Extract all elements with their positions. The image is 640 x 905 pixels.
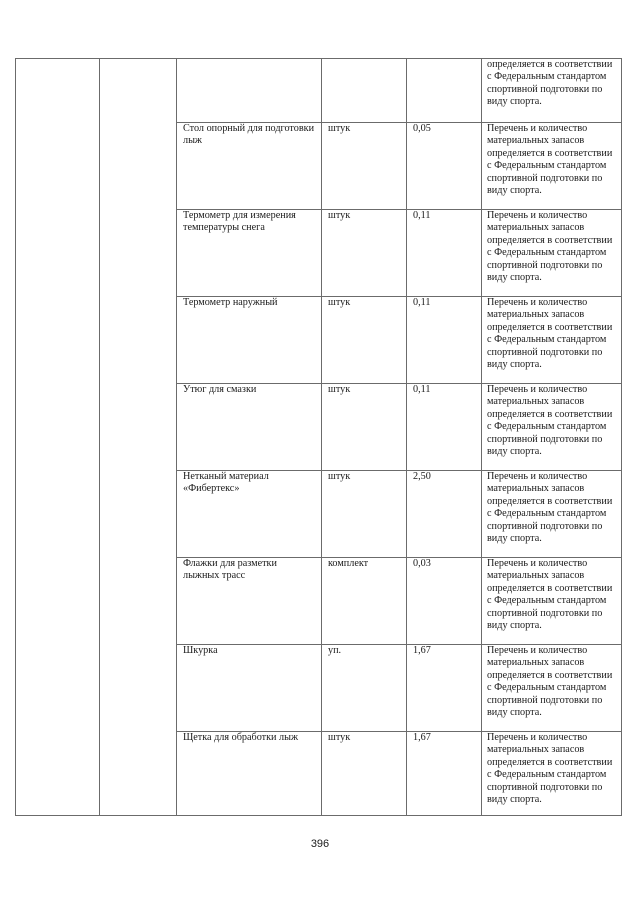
- item-name: Стол опорный для подготовки лыж: [177, 123, 322, 210]
- item-unit: штук: [322, 732, 407, 816]
- item-unit: штук: [322, 123, 407, 210]
- item-quantity: 0,11: [407, 384, 482, 471]
- note-cell: Перечень и количество материальных запасов определяется в соответствии с Федеральным стандартом спортивной подготовки по виду спорта.: [482, 384, 622, 471]
- item-quantity: 1,67: [407, 732, 482, 816]
- note-cell: Перечень и количество материальных запасов определяется в соответствии с Федеральным стандартом спортивной подготовки по виду спорта.: [482, 558, 622, 645]
- item-unit: штук: [322, 210, 407, 297]
- item-name: Нетканый материал «Фибертекс»: [177, 471, 322, 558]
- note-cell: Перечень и количество материальных запасов определяется в соответствии с Федеральным стандартом спортивной подготовки по виду спорта.: [482, 210, 622, 297]
- item-quantity: 0,05: [407, 123, 482, 210]
- item-name: Термометр для измерения температуры снега: [177, 210, 322, 297]
- merged-column-2: [100, 59, 177, 816]
- materials-table: [15, 58, 622, 816]
- note-cell: Перечень и количество материальных запасов определяется в соответствии с Федеральным стандартом спортивной подготовки по виду спорта.: [482, 645, 622, 732]
- note-cell: Перечень и количество материальных запасов определяется в соответствии с Федеральным стандартом спортивной подготовки по виду спорта.: [482, 732, 622, 816]
- note-cell: определяется в соответствии с Федеральным стандартом спортивной подготовки по виду спорта.: [482, 59, 622, 123]
- item-quantity: 2,50: [407, 471, 482, 558]
- item-name: Шкурка: [177, 645, 322, 732]
- item-quantity: 1,67: [407, 645, 482, 732]
- note-cell: Перечень и количество материальных запасов определяется в соответствии с Федеральным стандартом спортивной подготовки по виду спорта.: [482, 471, 622, 558]
- item-unit: уп.: [322, 645, 407, 732]
- item-unit: комплект: [322, 558, 407, 645]
- item-name: Утюг для смазки: [177, 384, 322, 471]
- table-row: [16, 59, 622, 123]
- item-name: Термометр наружный: [177, 297, 322, 384]
- note-cell: Перечень и количество материальных запасов определяется в соответствии с Федеральным стандартом спортивной подготовки по виду спорта.: [482, 297, 622, 384]
- item-quantity: 0,03: [407, 558, 482, 645]
- item-unit: штук: [322, 297, 407, 384]
- merged-column-1: [16, 59, 100, 816]
- item-unit: штук: [322, 471, 407, 558]
- page-number: 396: [310, 838, 330, 850]
- item-quantity: 0,11: [407, 210, 482, 297]
- note-cell: Перечень и количество материальных запасов определяется в соответствии с Федеральным стандартом спортивной подготовки по виду спорта.: [482, 123, 622, 210]
- item-name: Флажки для разметки лыжных трасс: [177, 558, 322, 645]
- item-name: Щетка для обработки лыж: [177, 732, 322, 816]
- item-unit: штук: [322, 384, 407, 471]
- item-quantity: 0,11: [407, 297, 482, 384]
